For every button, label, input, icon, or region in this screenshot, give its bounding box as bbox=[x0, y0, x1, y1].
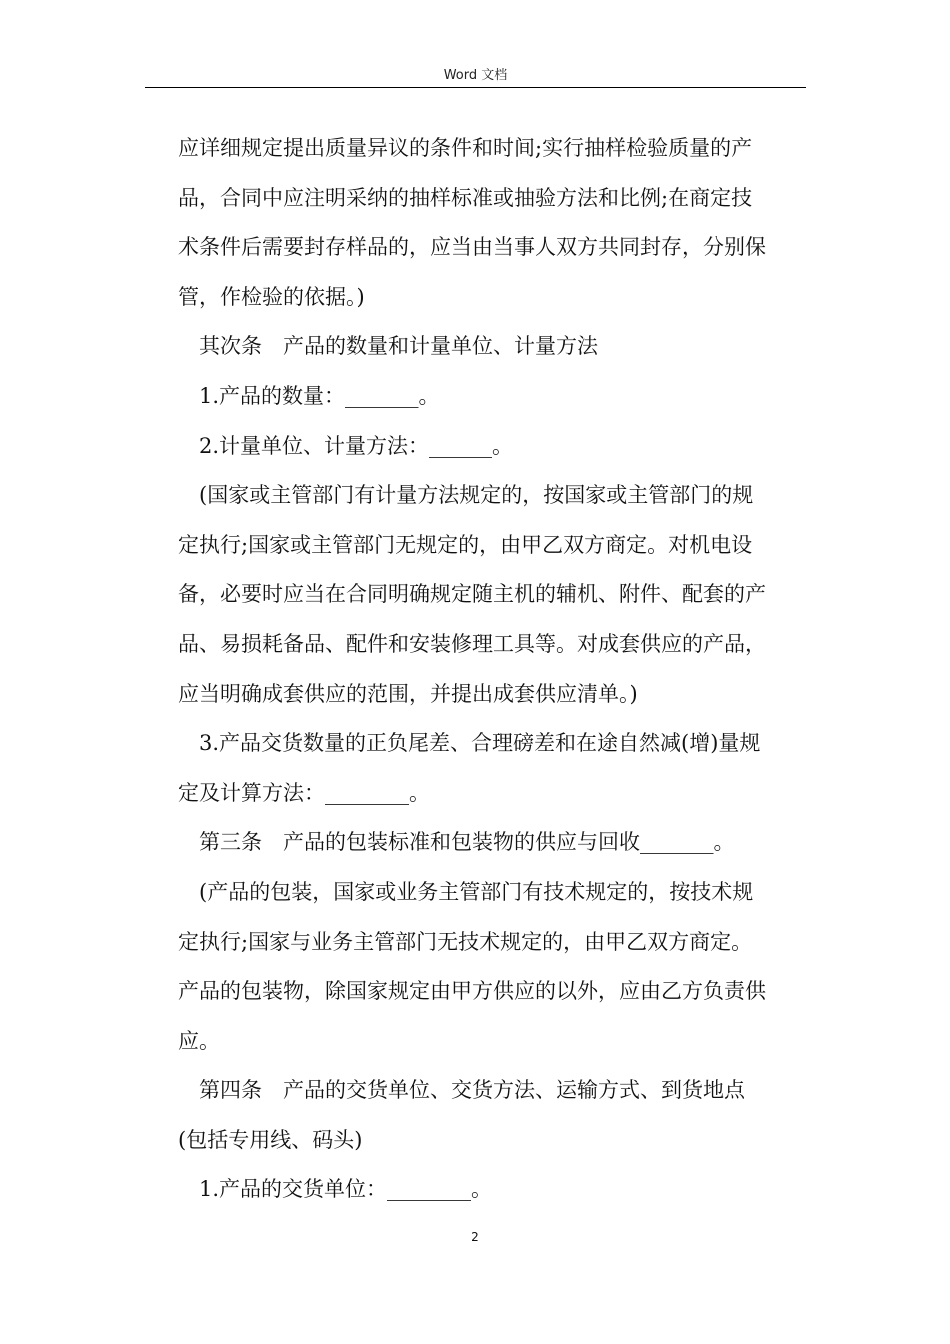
article-heading: 第三条 产品的包装标准和包装物的供应与回收_______。 bbox=[199, 830, 735, 855]
text-line: 品，合同中应注明采纳的抽样标准或抽验方法和比例;在商定技 bbox=[178, 185, 753, 210]
page-number: 2 bbox=[471, 1230, 479, 1244]
text-line: 术条件后需要封存样品的，应当由当事人双方共同封存，分别保 bbox=[178, 235, 766, 260]
text-line: 备，必要时应当在合同明确规定随主机的辅机、附件、配套的产 bbox=[178, 582, 766, 607]
text-line: (国家或主管部门有计量方法规定的，按国家或主管部门的规 bbox=[199, 483, 754, 508]
text-line: 1.产品的交货单位：________。 bbox=[199, 1177, 493, 1202]
article-heading: 第四条 产品的交货单位、交货方法、运输方式、到货地点 bbox=[199, 1078, 745, 1103]
text-line: 应详细规定提出质量异议的条件和时间;实行抽样检验质量的产 bbox=[178, 136, 753, 160]
article-heading: 其次条 产品的数量和计量单位、计量方法 bbox=[199, 334, 598, 359]
text-line: 产品的包装物，除国家规定由甲方供应的以外，应由乙方负责供 bbox=[178, 979, 766, 1004]
text-line: 3.产品交货数量的正负尾差、合理磅差和在途自然减(增)量规 bbox=[199, 731, 761, 756]
text-line: 定执行;国家与业务主管部门无技术规定的，由甲乙双方商定。 bbox=[178, 929, 753, 954]
text-line: (产品的包装，国家或业务主管部门有技术规定的，按技术规 bbox=[199, 879, 754, 904]
header-divider bbox=[145, 87, 806, 88]
text-line: 定执行;国家或主管部门无规定的，由甲乙双方商定。对机电设 bbox=[178, 532, 753, 557]
text-line: 2.计量单位、计量方法：______。 bbox=[199, 433, 514, 458]
text-line: 品、易损耗备品、配件和安装修理工具等。对成套供应的产品， bbox=[178, 631, 766, 656]
document-body bbox=[178, 124, 806, 1215]
text-line: 应。 bbox=[178, 1028, 220, 1053]
text-line: 管，作检验的依据。) bbox=[178, 284, 365, 309]
page-header: Word 文档 bbox=[443, 68, 508, 83]
text-line: 应当明确成套供应的范围，并提出成套供应清单。) bbox=[178, 681, 638, 706]
text-line: 1.产品的数量：_______。 bbox=[199, 383, 440, 408]
text-line: (包括专用线、码头) bbox=[178, 1127, 363, 1152]
text-line: 定及计算方法：________。 bbox=[178, 780, 430, 805]
